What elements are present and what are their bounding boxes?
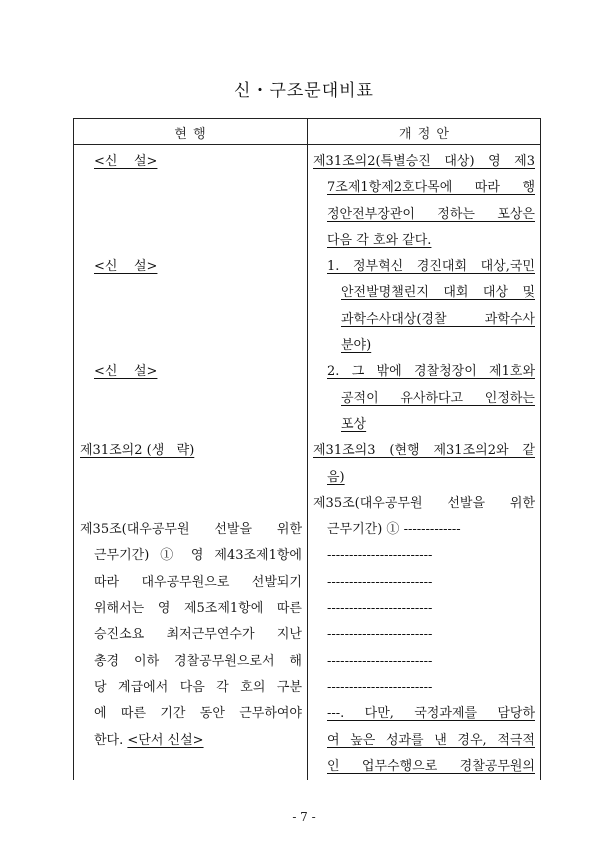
current-art35-last-text: 한다. [94,732,128,748]
current-proviso-new: <단서 신설> [127,732,204,748]
page-title: 신・구조문대비표 [234,81,374,101]
revised-item2-line: 공적이 유사하다고 인정하는 [341,390,535,406]
current-column [80,149,302,754]
table-middle-border [307,118,308,780]
current-new-entry-3: <신 설> [94,364,158,380]
revised-art35-line: 근무기간) ① ------------- [327,522,461,538]
current-art35-line: 총경 이하 경찰공무원으로서 해 [94,653,302,669]
revised-dash-line: ------------------------ [327,574,433,590]
revised-proviso-line: 인 업무수행으로 경찰공무원의 [327,758,535,774]
revised-item1-line: 분야) [341,338,372,354]
revised-column [313,149,535,780]
revised-art31-2-line: 7조제1항제2호다목에 따라 행 [327,180,535,196]
revised-proviso-line: 여 높은 성과를 낸 경우, 적극적 [327,732,535,748]
revised-dash-line: ------------------------ [327,679,433,695]
revised-proviso-line: ---. 다만, 국정과제를 담당하 [327,706,535,722]
current-art35-last-line [80,728,302,754]
revised-art31-3-line: 제31조의3 (현행 제31조의2와 같 [313,443,535,459]
revised-dash-line: ------------------------ [327,627,433,643]
header-current: 현 행 [174,127,206,142]
current-art35-line: 위해서는 영 제5조제1항에 따른 [94,601,302,617]
current-art35-line: 승진소요 최저근무연수가 지난 [94,627,302,643]
revised-art31-2-line: 다음 각 호와 같다. [327,232,432,248]
current-art35-line: 제35조(대우공무원 선발을 위한 [80,522,302,538]
current-new-entry-1: <신 설> [94,154,158,169]
revised-item1-line: 1. 정부혁신 경진대회 대상,국민 [327,259,535,275]
revised-dash-line: ------------------------ [327,548,433,564]
current-art35-line: 에 따른 기간 동안 근무하여야 [94,706,302,722]
current-new-entry-2: <신 설> [94,259,158,275]
page-number: - 7 - [292,810,316,824]
revised-art31-2-line: 제31조의2(특별승진 대상) 영 제3 [313,154,535,169]
revised-dash-line: ------------------------ [327,601,433,617]
comparison-table [73,118,541,780]
current-art35-line: 근무기간) ① 영 제43조제1항에 [94,548,302,564]
revised-item2-line: 2. 그 밖에 경찰청장이 제1호와 [327,364,535,380]
revised-item2-line: 포상 [341,416,367,432]
revised-art31-2-line: 정안전부장관이 정하는 포상은 [327,206,535,222]
revised-art31-3-line: 음) [327,469,345,485]
current-art35-line: 당 계급에서 다음 각 호의 구분 [94,679,302,695]
revised-item1-line: 안전발명챌린지 대회 대상 및 [341,285,535,301]
revised-item1-line: 과학수사대상(경찰 과학수사 [341,311,535,327]
table-left-border [73,118,74,780]
current-article-31-2: 제31조의2 (생 략) [80,443,195,459]
revised-dash-line: ------------------------ [327,653,433,669]
header-revised: 개 정 안 [399,127,449,142]
revised-art35-line: 제35조(대우공무원 선발을 위한 [313,495,535,511]
current-art35-line: 따라 대우공무원으로 선발되기 [94,574,302,590]
table-right-border [540,118,541,780]
